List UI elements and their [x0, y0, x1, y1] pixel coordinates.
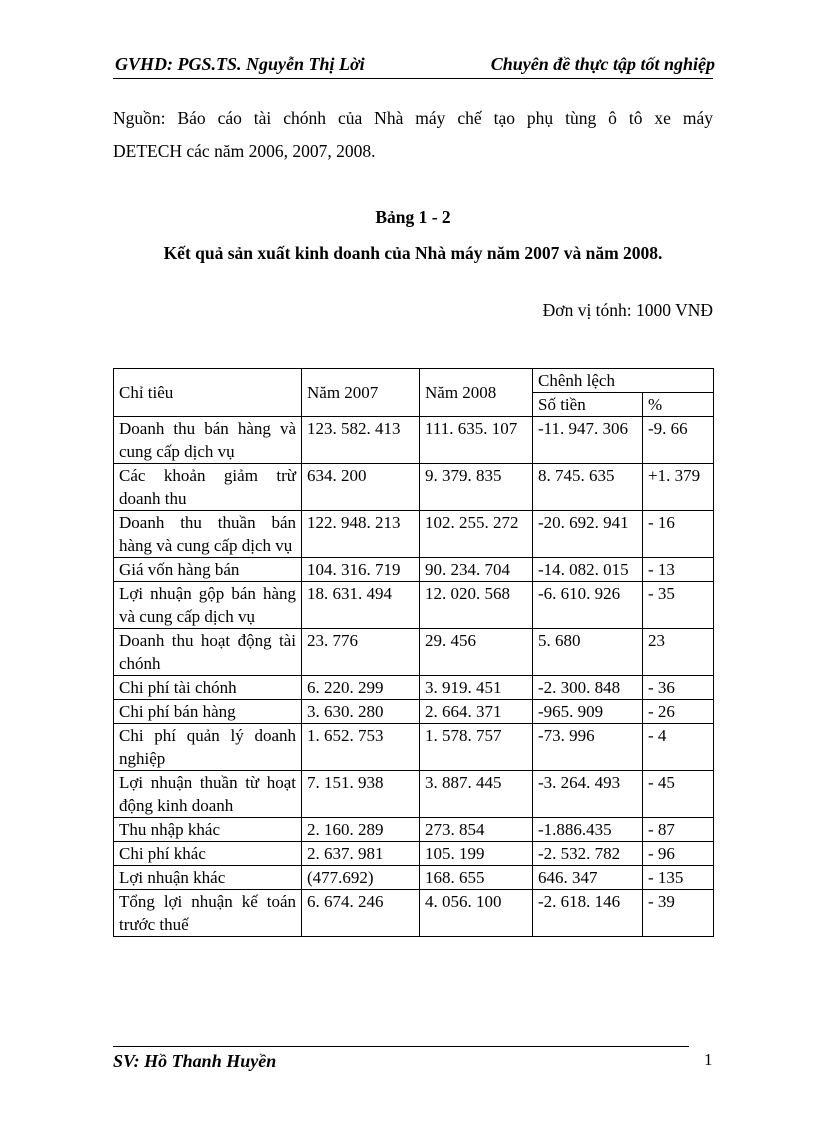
- row-diff-percent: - 4: [643, 724, 714, 771]
- row-diff-amount: -2. 532. 782: [533, 842, 643, 866]
- unit-label: Đơn vị tónh: 1000 VNĐ: [542, 300, 713, 320]
- row-indicator: Doanh thu bán hàng và cung cấp dịch vụ: [114, 417, 302, 464]
- row-diff-amount: -965. 909: [533, 700, 643, 724]
- row-indicator: Lợi nhuận khác: [114, 866, 302, 890]
- row-diff-amount: -1.886.435: [533, 818, 643, 842]
- table-row: [114, 511, 714, 558]
- table-row: [114, 629, 714, 676]
- row-value-2007: 6. 674. 246: [302, 890, 420, 937]
- table-row: [114, 890, 714, 937]
- row-indicator: Chi phí tài chónh: [114, 676, 302, 700]
- row-indicator: Thu nhập khác: [114, 818, 302, 842]
- table-row: [114, 842, 714, 866]
- row-indicator: Chi phí khác: [114, 842, 302, 866]
- row-diff-amount: -2. 300. 848: [533, 676, 643, 700]
- row-diff-amount: 8. 745. 635: [533, 464, 643, 511]
- row-value-2008: 102. 255. 272: [420, 511, 533, 558]
- row-value-2007: 18. 631. 494: [302, 582, 420, 629]
- header-2008: Năm 2008: [420, 369, 533, 417]
- page-header: [113, 52, 713, 79]
- header-percent: %: [643, 393, 714, 417]
- table-row: [114, 417, 714, 464]
- row-value-2008: 90. 234. 704: [420, 558, 533, 582]
- table-title: Bảng 1 - 2: [375, 207, 451, 227]
- row-diff-percent: - 16: [643, 511, 714, 558]
- row-value-2008: 111. 635. 107: [420, 417, 533, 464]
- row-indicator: Các khoản giảm trừ doanh thu: [114, 464, 302, 511]
- row-diff-percent: 23: [643, 629, 714, 676]
- page-number: 1: [704, 1050, 713, 1069]
- row-value-2008: 3. 919. 451: [420, 676, 533, 700]
- row-indicator: Tổng lợi nhuận kế toán trước thuế: [114, 890, 302, 937]
- row-value-2008: 3. 887. 445: [420, 771, 533, 818]
- table-row: [114, 866, 714, 890]
- source-line-2: DETECH các năm 2006, 2007, 2008.: [113, 141, 376, 161]
- row-diff-amount: -20. 692. 941: [533, 511, 643, 558]
- row-diff-amount: -73. 996: [533, 724, 643, 771]
- row-value-2008: 1. 578. 757: [420, 724, 533, 771]
- row-diff-amount: -2. 618. 146: [533, 890, 643, 937]
- row-value-2007: 1. 652. 753: [302, 724, 420, 771]
- row-indicator: Chi phí quản lý doanh nghiệp: [114, 724, 302, 771]
- student-name: SV: Hồ Thanh Huyền: [113, 1051, 277, 1071]
- row-diff-percent: - 36: [643, 676, 714, 700]
- header-amount: Số tiền: [533, 393, 643, 417]
- row-value-2007: (477.692): [302, 866, 420, 890]
- row-indicator: Doanh thu thuần bán hàng và cung cấp dịch vụ: [114, 511, 302, 558]
- table-subtitle: Kết quả sản xuất kinh doanh của Nhà máy năm 2007 và năm 2008.: [163, 243, 663, 263]
- row-diff-percent: -9. 66: [643, 417, 714, 464]
- row-value-2007: 7. 151. 938: [302, 771, 420, 818]
- document-type: Chuyên đề thực tập tốt nghiệp: [490, 54, 715, 74]
- page-footer: [113, 1046, 689, 1071]
- row-diff-percent: - 35: [643, 582, 714, 629]
- row-diff-amount: -3. 264. 493: [533, 771, 643, 818]
- row-diff-percent: - 135: [643, 866, 714, 890]
- row-value-2007: 104. 316. 719: [302, 558, 420, 582]
- row-value-2007: 2. 160. 289: [302, 818, 420, 842]
- row-value-2008: 4. 056. 100: [420, 890, 533, 937]
- row-diff-amount: -14. 082. 015: [533, 558, 643, 582]
- row-diff-percent: - 26: [643, 700, 714, 724]
- row-indicator: Lợi nhuận gộp bán hàng và cung cấp dịch vụ: [114, 582, 302, 629]
- row-value-2008: 105. 199: [420, 842, 533, 866]
- table-row: [114, 582, 714, 629]
- row-value-2007: 2. 637. 981: [302, 842, 420, 866]
- advisor-name: GVHD: PGS.TS. Nguyễn Thị Lời: [115, 54, 365, 74]
- header-difference: Chênh lệch: [533, 369, 714, 393]
- row-diff-amount: -11. 947. 306: [533, 417, 643, 464]
- row-diff-percent: - 96: [643, 842, 714, 866]
- row-diff-amount: 5. 680: [533, 629, 643, 676]
- source-line-1: Nguồn: Báo cáo tài chónh của Nhà máy chế tạo phụ tùng ô tô xe máy: [113, 108, 713, 128]
- source-note: [113, 102, 713, 168]
- row-value-2007: 122. 948. 213: [302, 511, 420, 558]
- table-row: [114, 771, 714, 818]
- row-value-2008: 2. 664. 371: [420, 700, 533, 724]
- row-value-2007: 6. 220. 299: [302, 676, 420, 700]
- row-indicator: Lợi nhuận thuần từ hoạt động kinh doanh: [114, 771, 302, 818]
- header-indicator: Chỉ tiêu: [114, 369, 302, 417]
- header-2007: Năm 2007: [302, 369, 420, 417]
- table-row: [114, 464, 714, 511]
- row-value-2007: 634. 200: [302, 464, 420, 511]
- row-value-2007: 123. 582. 413: [302, 417, 420, 464]
- row-value-2008: 273. 854: [420, 818, 533, 842]
- row-diff-percent: - 39: [643, 890, 714, 937]
- row-diff-percent: - 45: [643, 771, 714, 818]
- row-value-2008: 12. 020. 568: [420, 582, 533, 629]
- row-indicator: Giá vốn hàng bán: [114, 558, 302, 582]
- row-diff-percent: - 87: [643, 818, 714, 842]
- results-table: [113, 368, 714, 937]
- row-indicator: Doanh thu hoạt động tài chónh: [114, 629, 302, 676]
- table-row: [114, 676, 714, 700]
- table-row: [114, 724, 714, 771]
- row-value-2008: 29. 456: [420, 629, 533, 676]
- table-row: [114, 558, 714, 582]
- row-value-2008: 9. 379. 835: [420, 464, 533, 511]
- row-indicator: Chi phí bán hàng: [114, 700, 302, 724]
- table-row: [114, 700, 714, 724]
- row-diff-amount: 646. 347: [533, 866, 643, 890]
- row-value-2007: 23. 776: [302, 629, 420, 676]
- row-diff-percent: - 13: [643, 558, 714, 582]
- row-diff-amount: -6. 610. 926: [533, 582, 643, 629]
- table-row: [114, 818, 714, 842]
- row-diff-percent: +1. 379: [643, 464, 714, 511]
- row-value-2007: 3. 630. 280: [302, 700, 420, 724]
- row-value-2008: 168. 655: [420, 866, 533, 890]
